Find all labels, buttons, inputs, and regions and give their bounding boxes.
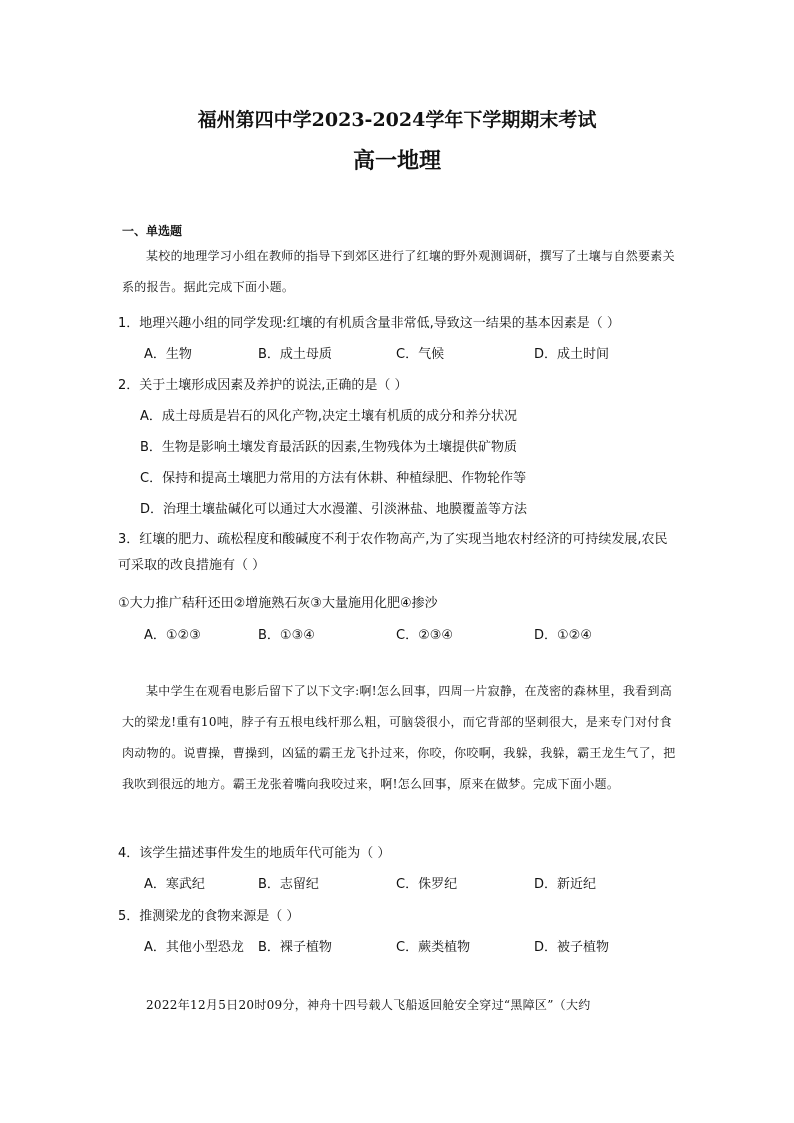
option-b: B．裸子植物: [258, 940, 332, 955]
option-c: C．保持和提高土壤肥力常用的方法有休耕、种植绿肥、作物轮作等: [140, 471, 527, 486]
option-b: B．①③④: [258, 628, 315, 643]
option-d: D．成土时间: [534, 347, 610, 362]
option-d: D．治理土壤盐碱化可以通过大水漫灌、引淡淋盐、地膜覆盖等方法: [140, 502, 528, 517]
section-heading: 一、单选题: [122, 224, 183, 238]
passage-3: 2022年12月5日20时09分，神舟十四号载人飞船返回舱安全穿过“黑障区”（大约: [146, 998, 591, 1012]
option-d: D．新近纪: [534, 877, 597, 892]
exam-title: 福州第四中学2023-2024学年下学期期末考试: [197, 109, 597, 131]
option-d: D．被子植物: [534, 940, 610, 955]
option-c: C．侏罗纪: [396, 877, 458, 892]
option-b: B．志留纪: [258, 877, 319, 892]
option-c: C．蕨类植物: [396, 940, 471, 955]
question-3-items: ①大力推广秸秆还田②增施熟石灰③大量施用化肥④掺沙: [118, 596, 438, 611]
option-b: B．生物是影响土壤发育最活跃的因素,生物残体为土壤提供矿物质: [140, 440, 518, 455]
question-3-stem: 3．红壤的肥力、疏松程度和酸碱度不利于农作物高产,为了实现当地农村经济的可持续发展,农民可采取的改良措施有（ ）: [118, 532, 668, 573]
option-a: A．①②③: [144, 628, 201, 643]
option-d: D．①②④: [534, 628, 592, 643]
option-b: B．成土母质: [258, 347, 332, 362]
passage-2: 某中学生在观看电影后留下了以下文字:啊!怎么回事，四周一片寂静，在茂密的森林里，我看到高大的梁龙!重有10吨，脖子有五根电线杆那么粗，可脑袋很小，而它背部的坚刺很大，是来专门对付食肉动物的。说曹操，曹操到，凶猛的霸王龙飞扑过来，你咬，你咬啊，我躲，我躲，霸王龙生气了，把我吹到很远的地方。霸王龙张着嘴向我咬过来，啊!怎么回事，原来在做梦。完成下面小题。: [122, 684, 676, 791]
question-4-stem: 4．该学生描述事件发生的地质年代可能为（ ）: [118, 846, 391, 861]
option-a: A．其他小型恐龙: [144, 940, 244, 955]
question-5-stem: 5．推测梁龙的食物来源是（ ）: [118, 909, 300, 924]
exam-subject: 高一地理: [352, 148, 441, 174]
question-2-stem: 2．关于土壤形成因素及养护的说法,正确的是（ ）: [118, 378, 408, 393]
passage-1: 某校的地理学习小组在教师的指导下到郊区进行了红壤的野外观测调研，撰写了土壤与自然要素关系的报告。据此完成下面小题。: [122, 249, 675, 294]
option-a: A．生物: [144, 347, 192, 362]
question-1-stem: 1．地理兴趣小组的同学发现:红壤的有机质含量非常低,导致这一结果的基本因素是（ ）: [118, 316, 620, 331]
option-c: C．气候: [396, 347, 445, 362]
option-a: A．成土母质是岩石的风化产物,决定土壤有机质的成分和养分状况: [140, 409, 518, 424]
option-a: A．寒武纪: [144, 877, 205, 892]
option-c: C．②③④: [396, 628, 454, 643]
